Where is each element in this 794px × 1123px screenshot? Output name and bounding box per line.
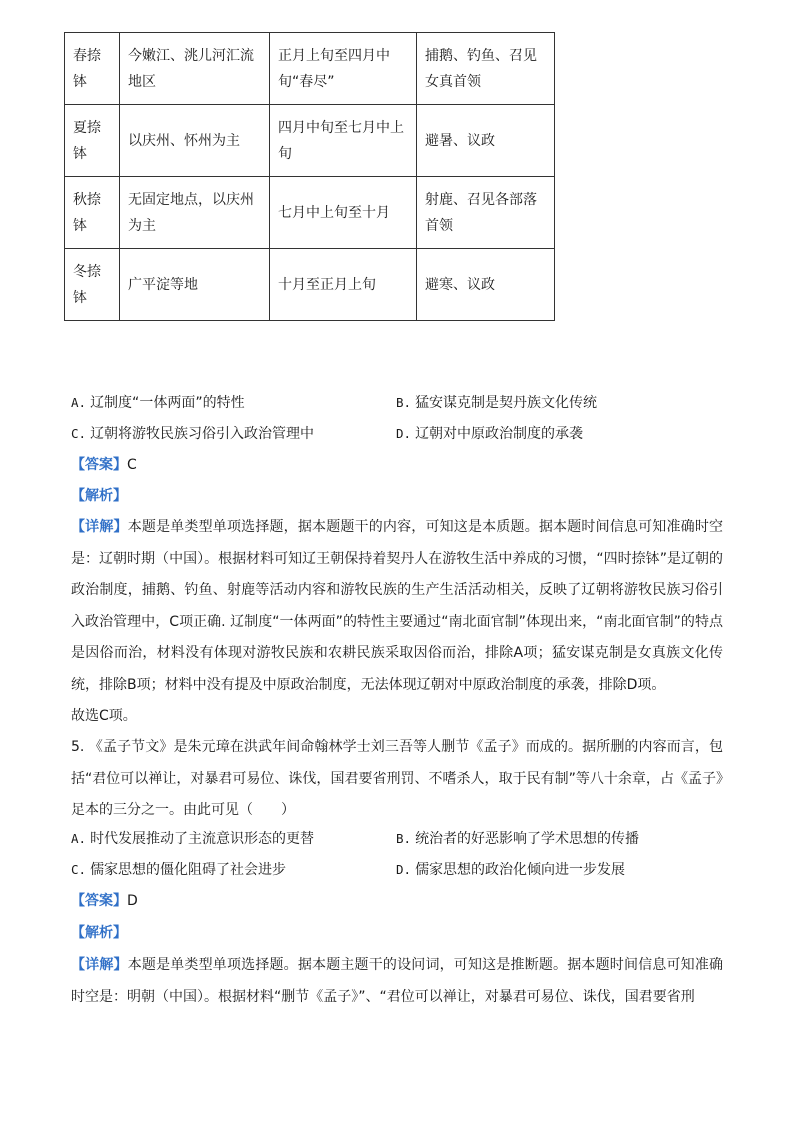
table-cell: 今嫩江、洮儿河汇流地区 [120, 33, 270, 105]
table-cell: 七月中上旬至十月 [270, 177, 417, 249]
table-cell: 无固定地点，以庆州为主 [120, 177, 270, 249]
option-text: 统治者的好恶影响了学术思想的传播 [415, 831, 640, 847]
detail-paragraph [71, 950, 723, 1013]
analysis-tag: 【解析】 [71, 488, 127, 504]
option-key: D. [396, 862, 412, 877]
answer-tag: 【答案】 [71, 457, 127, 473]
table-cell: 以庆州、怀州为主 [120, 105, 270, 177]
table-cell: 十月至正月上旬 [270, 249, 417, 321]
option-text: 儒家思想的政治化倾向进一步发展 [415, 862, 626, 878]
detail-text: 本题是单类型单项选择题。据本题主题干的设问词，可知这是推断题。据本题时间信息可知准确时空是：明朝（中国）。根据材料“删节《孟子》”、“君位可以禅让，对暴君可易位、诛伐，国君要省刑 [71, 957, 724, 1005]
option-b [396, 392, 597, 414]
detail-tag: 【详解】 [71, 519, 128, 535]
option-text: 辽朝对中原政治制度的承袭 [415, 426, 584, 442]
answer-value: D [127, 893, 138, 909]
analysis-line [71, 485, 127, 507]
option-key: B. [396, 831, 412, 846]
option-key: C. [71, 426, 87, 441]
option-key: D. [396, 426, 412, 441]
table-cell: 秋捺钵 [65, 177, 120, 249]
table-row [65, 249, 555, 321]
question-stem [71, 732, 723, 827]
option-text: 辽朝将游牧民族习俗引入政治管理中 [90, 426, 315, 442]
option-text: 辽制度“一体两面”的特性 [90, 395, 245, 411]
option-a [71, 828, 314, 850]
analysis-line [71, 922, 127, 944]
answer-tag: 【答案】 [71, 893, 127, 909]
detail-tag: 【详解】 [71, 957, 128, 973]
detail-text: 本题是单类型单项选择题，据本题题干的内容，可知这是本质题。据本题时间信息可知准确时空是：辽朝时期（中国）。根据材料可知辽王朝保持着契丹人在游牧生活中养成的习惯，“四时捺钵”是辽朝的政治制度，捕鹅、钓鱼、射鹿等活动内容和游牧民族的生产生活活动相关，反映了辽朝将游牧民族习俗引入政治管理中，C项正确. 辽制度“一体两面”的特性主要通过“南北面官制”体现出来，“南北面官制”的特点是因俗而治，材料没有体现对游牧民族和农耕民族采取因俗而治，排除A项；猛安谋克制是女真族文化传统，排除B项；材料中没有提及中原政治制度，无法体现辽朝对中原政治制度的承袭，排除D项。 [71, 519, 724, 693]
answer-value: C [127, 457, 137, 473]
option-text: 猛安谋克制是契丹族文化传统 [415, 395, 598, 411]
question-5-stem: 5. 《孟子节文》是朱元璋在洪武年间命翰林学士刘三吾等人删节《孟子》而成的。据所删的内容而言，包括“君位可以禅让，对暴君可易位、诛伐，国君要省刑罚、不嗜杀人，取于民有制”等八十余章，占《孟子》足本的三分之一。由此可见（ ） [71, 739, 723, 818]
option-d [396, 423, 583, 445]
option-key: C. [71, 862, 87, 877]
answer-line [71, 454, 137, 476]
option-text: 儒家思想的僵化阻碍了社会进步 [90, 862, 287, 878]
option-key: A. [71, 831, 87, 846]
answer-line [71, 890, 138, 912]
table-row [65, 33, 555, 105]
table-cell: 正月上旬至四月中旬“春尽” [270, 33, 417, 105]
option-c [71, 423, 314, 445]
table-row [65, 177, 555, 249]
conclusion-text: 故选C项。 [71, 708, 137, 724]
option-a [71, 392, 245, 414]
option-key: B. [396, 395, 412, 410]
season-table [64, 32, 555, 321]
option-c [71, 859, 286, 881]
option-d [396, 859, 625, 881]
table-cell: 避暑、议政 [417, 105, 555, 177]
table-row [65, 105, 555, 177]
table-cell: 春捺钵 [65, 33, 120, 105]
table-cell: 射鹿、召见各部落首领 [417, 177, 555, 249]
table-cell: 夏捺钵 [65, 105, 120, 177]
option-b [396, 828, 639, 850]
table-cell: 避寒、议政 [417, 249, 555, 321]
table-cell: 四月中旬至七月中上旬 [270, 105, 417, 177]
analysis-tag: 【解析】 [71, 925, 127, 941]
table-cell: 广平淀等地 [120, 249, 270, 321]
option-text: 时代发展推动了主流意识形态的更替 [90, 831, 315, 847]
detail-paragraph [71, 512, 723, 733]
table-cell: 冬捺钵 [65, 249, 120, 321]
table-cell: 捕鹅、钓鱼、召见女真首领 [417, 33, 555, 105]
option-key: A. [71, 395, 87, 410]
